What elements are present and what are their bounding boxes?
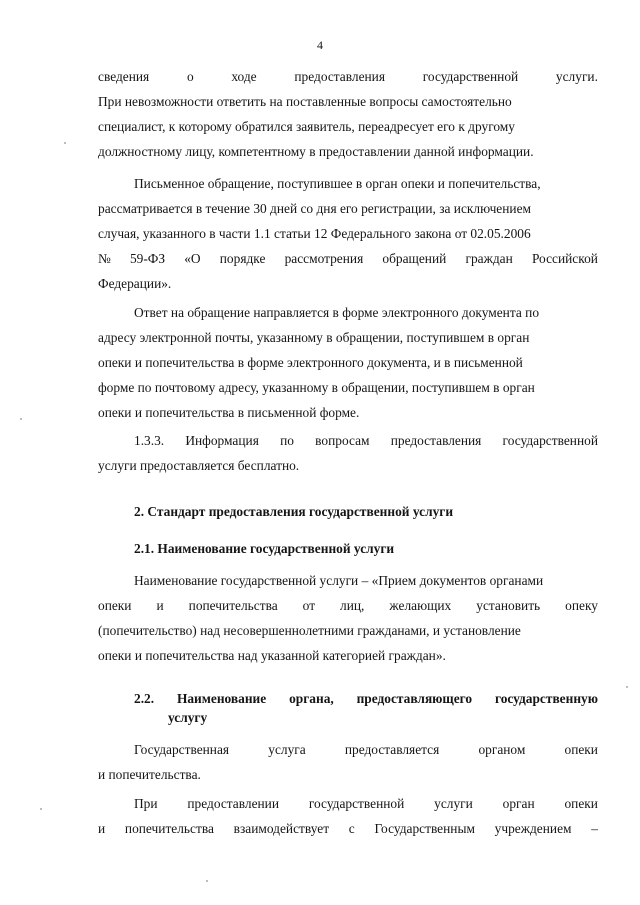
paragraph-line: При невозможности ответить на поставленные вопросы самостоятельно — [98, 94, 512, 109]
word: государственную — [494, 691, 598, 706]
word: граждан — [465, 251, 513, 266]
scan-speck — [20, 418, 22, 420]
word: государственной — [422, 69, 519, 84]
word: о — [186, 69, 194, 84]
word: учреждением — [494, 821, 572, 836]
word: и — [98, 821, 106, 836]
word: и — [156, 598, 164, 613]
word: обращений — [382, 251, 447, 266]
word: предоставления — [294, 69, 386, 84]
word: желающих — [389, 598, 452, 613]
paragraph-line: услуги предоставляется бесплатно. — [98, 458, 300, 473]
word: услуги. — [555, 69, 598, 84]
word: органа, — [289, 691, 334, 706]
scan-speck — [626, 686, 628, 688]
paragraph-line: и попечительства. — [98, 767, 201, 782]
word: 59-ФЗ — [129, 251, 166, 266]
word: предоставляется — [344, 742, 440, 757]
paragraph-line — [134, 741, 598, 758]
word: 2.2. — [134, 691, 155, 706]
paragraph-line: случая, указанного в части 1.1 статьи 12 Федерального закона от 02.05.2006 — [98, 226, 531, 241]
scan-speck — [40, 808, 42, 810]
word: услуга — [268, 742, 306, 757]
scan-speck — [206, 880, 208, 882]
paragraph-line: (попечительство) над несовершеннолетними гражданами, и установление — [98, 623, 521, 638]
word: государственной — [502, 433, 598, 448]
word: опеки — [98, 598, 132, 613]
word: Государственная — [134, 742, 230, 757]
paragraph-line: форме по почтовому адресу, указанному в обращении, поступившем в орган — [98, 380, 535, 395]
word: вопросам — [315, 433, 370, 448]
word: 1.3.3. — [134, 433, 165, 448]
word: попечительства — [124, 821, 214, 836]
paragraph-line: Ответ на обращение направляется в форме электронного документа по — [134, 305, 540, 320]
subsection-heading — [134, 690, 598, 707]
word: от — [302, 598, 316, 613]
word: по — [280, 433, 294, 448]
paragraph-line — [98, 597, 598, 614]
subsection-heading: 2.1. Наименование государственной услуги — [134, 541, 395, 556]
word: сведения — [98, 69, 150, 84]
paragraph-line — [98, 820, 598, 837]
word: «О — [184, 251, 201, 266]
paragraph-line — [98, 68, 598, 85]
paragraph-line: Письменное обращение, поступившее в орган опеки и попечительства, — [134, 176, 541, 191]
word: Российской — [531, 251, 598, 266]
scan-speck — [64, 142, 66, 144]
paragraph-line: опеки и попечительства в форме электронного документа, и в письменной — [98, 355, 523, 370]
paragraph-line: Наименование государственной услуги – «Прием документов органами — [134, 573, 544, 588]
paragraph-line — [134, 432, 598, 449]
paragraph-line: должностному лицу, компетентному в предоставлении данной информации. — [98, 144, 534, 159]
page-number: 4 — [317, 38, 323, 52]
paragraph-line: специалист, к которому обратился заявитель, переадресует его к другому — [98, 119, 515, 134]
paragraph-line: Федерации». — [98, 276, 172, 291]
word: государственной — [308, 796, 405, 811]
subsection-heading-cont: услугу — [168, 710, 208, 725]
word: опеку — [565, 598, 598, 613]
word: Информация — [185, 433, 259, 448]
word: предоставлении — [187, 796, 280, 811]
word: установить — [476, 598, 541, 613]
word: № — [98, 251, 111, 266]
word: Государственным — [374, 821, 475, 836]
word: Наименование — [176, 691, 267, 706]
paragraph-line — [98, 250, 598, 267]
word: взаимодействует — [233, 821, 330, 836]
paragraph-line: опеки и попечительства в письменной форме. — [98, 405, 360, 420]
word: рассмотрения — [284, 251, 364, 266]
word: лиц, — [340, 598, 365, 613]
word: предоставляющего — [356, 691, 473, 706]
word: порядке — [219, 251, 266, 266]
word: с — [348, 821, 355, 836]
word: – — [591, 821, 598, 836]
word: опеки — [564, 742, 598, 757]
word: ходе — [231, 69, 257, 84]
section-heading: 2. Стандарт предоставления государственной услуги — [134, 504, 454, 519]
word: При — [134, 796, 158, 811]
word: орган — [502, 796, 535, 811]
word: опеки — [564, 796, 598, 811]
word: органом — [478, 742, 526, 757]
paragraph-line — [134, 795, 598, 812]
paragraph-line: адресу электронной почты, указанному в обращении, поступившем в орган — [98, 330, 530, 345]
word: попечительства — [188, 598, 278, 613]
paragraph-line: рассматривается в течение 30 дней со дня его регистрации, за исключением — [98, 201, 531, 216]
word: услуги — [434, 796, 473, 811]
paragraph-line: опеки и попечительства над указанной категорией граждан». — [98, 648, 446, 663]
word: предоставления — [390, 433, 482, 448]
